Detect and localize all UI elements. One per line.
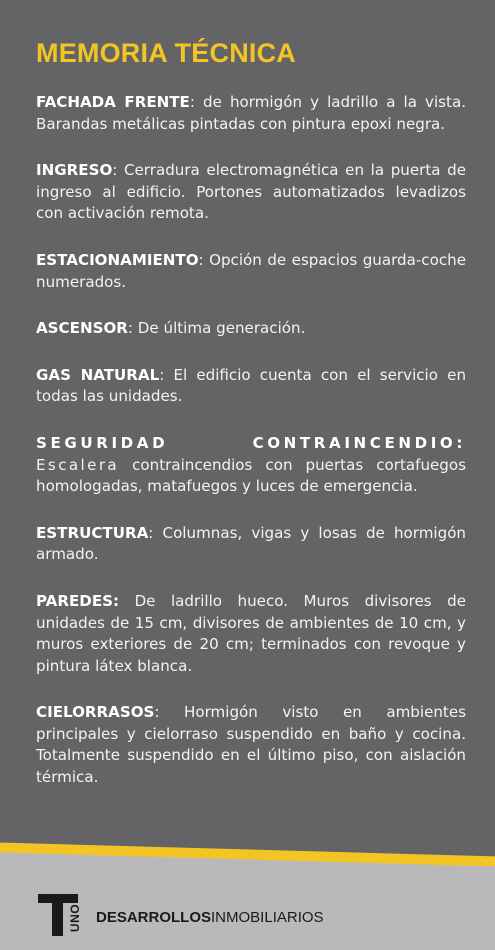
spec-term: ESTACIONAMIENTO <box>36 250 199 269</box>
page-title: MEMORIA TÉCNICA <box>36 38 296 68</box>
spec-term: PAREDES: <box>36 591 120 610</box>
spec-text: De ladrillo hueco. Muros divisores de unidades de 15 cm, divisores de ambientes de 10 cm, y muros exteriores de 20 cm; terminados con revoque y pintura látex blanca. <box>36 591 466 675</box>
logo-mark-icon <box>38 892 92 938</box>
spec-term: FACHADA FRENTE <box>36 93 190 111</box>
spec-separator <box>119 592 135 610</box>
spec-term: GAS NATURAL <box>36 365 160 384</box>
spec-text: Columnas, vigas y losas de hormigón armado. <box>36 523 466 564</box>
spec-separator: : <box>159 365 174 384</box>
spec-separator: : <box>127 319 138 338</box>
spec-text: contraincendios con puertas cortafuegos homologadas, matafuegos y luces de emergencia. <box>36 455 466 496</box>
spec-text: Hormigón visto en ambientes principales y cielorraso suspendido en baño y cocina. Totalmente suspendido en el último piso, con aislación térmica. <box>36 703 467 787</box>
spec-term: SEGURIDAD CONTRAINCENDIO: <box>36 433 466 452</box>
spec-term: ESTRUCTURA <box>36 523 149 542</box>
spec-item-cielorrasos <box>36 702 466 788</box>
spec-term: ASCENSOR <box>36 319 128 338</box>
spec-list <box>36 92 466 814</box>
spec-item-gas <box>36 365 466 408</box>
spec-text: Opción de espacios guarda-coche numerados. <box>36 250 466 291</box>
company-logo <box>38 892 324 938</box>
spec-separator: : <box>148 523 163 542</box>
spec-text: Cerradura electromagnética en la puerta de ingreso al edificio. Portones automatizados levadizos con activación remota. <box>36 161 466 223</box>
logo-text-regular: INMOBILIARIOS <box>211 908 324 926</box>
spec-text: De última generación. <box>137 319 306 338</box>
spec-item-seguridad <box>36 433 466 498</box>
spec-item-fachada <box>36 92 466 135</box>
spec-separator: : <box>198 250 210 269</box>
spec-item-ingreso <box>36 160 466 225</box>
spec-separator: : <box>112 161 124 180</box>
logo-vertical-text: UNO <box>68 903 83 933</box>
spec-separator: : <box>189 93 204 111</box>
logo-wordmark <box>96 909 324 926</box>
spec-item-estacionamiento <box>36 250 466 293</box>
logo-text-bold: DESARROLLOS <box>96 908 212 926</box>
spec-item-ascensor <box>36 318 466 340</box>
spec-separator: : <box>154 703 185 722</box>
spec-text: El edificio cuenta con el servicio en todas las unidades. <box>36 365 467 406</box>
spec-text-first: Escalera <box>36 455 120 474</box>
spec-term: CIELORRASOS <box>36 703 155 722</box>
spec-text: de hormigón y ladrillo a la vista. Barandas metálicas pintadas con pintura epoxi negra. <box>36 93 466 133</box>
spec-item-estructura <box>36 523 466 566</box>
spec-term: INGRESO <box>36 161 113 180</box>
spec-item-paredes <box>36 591 466 677</box>
